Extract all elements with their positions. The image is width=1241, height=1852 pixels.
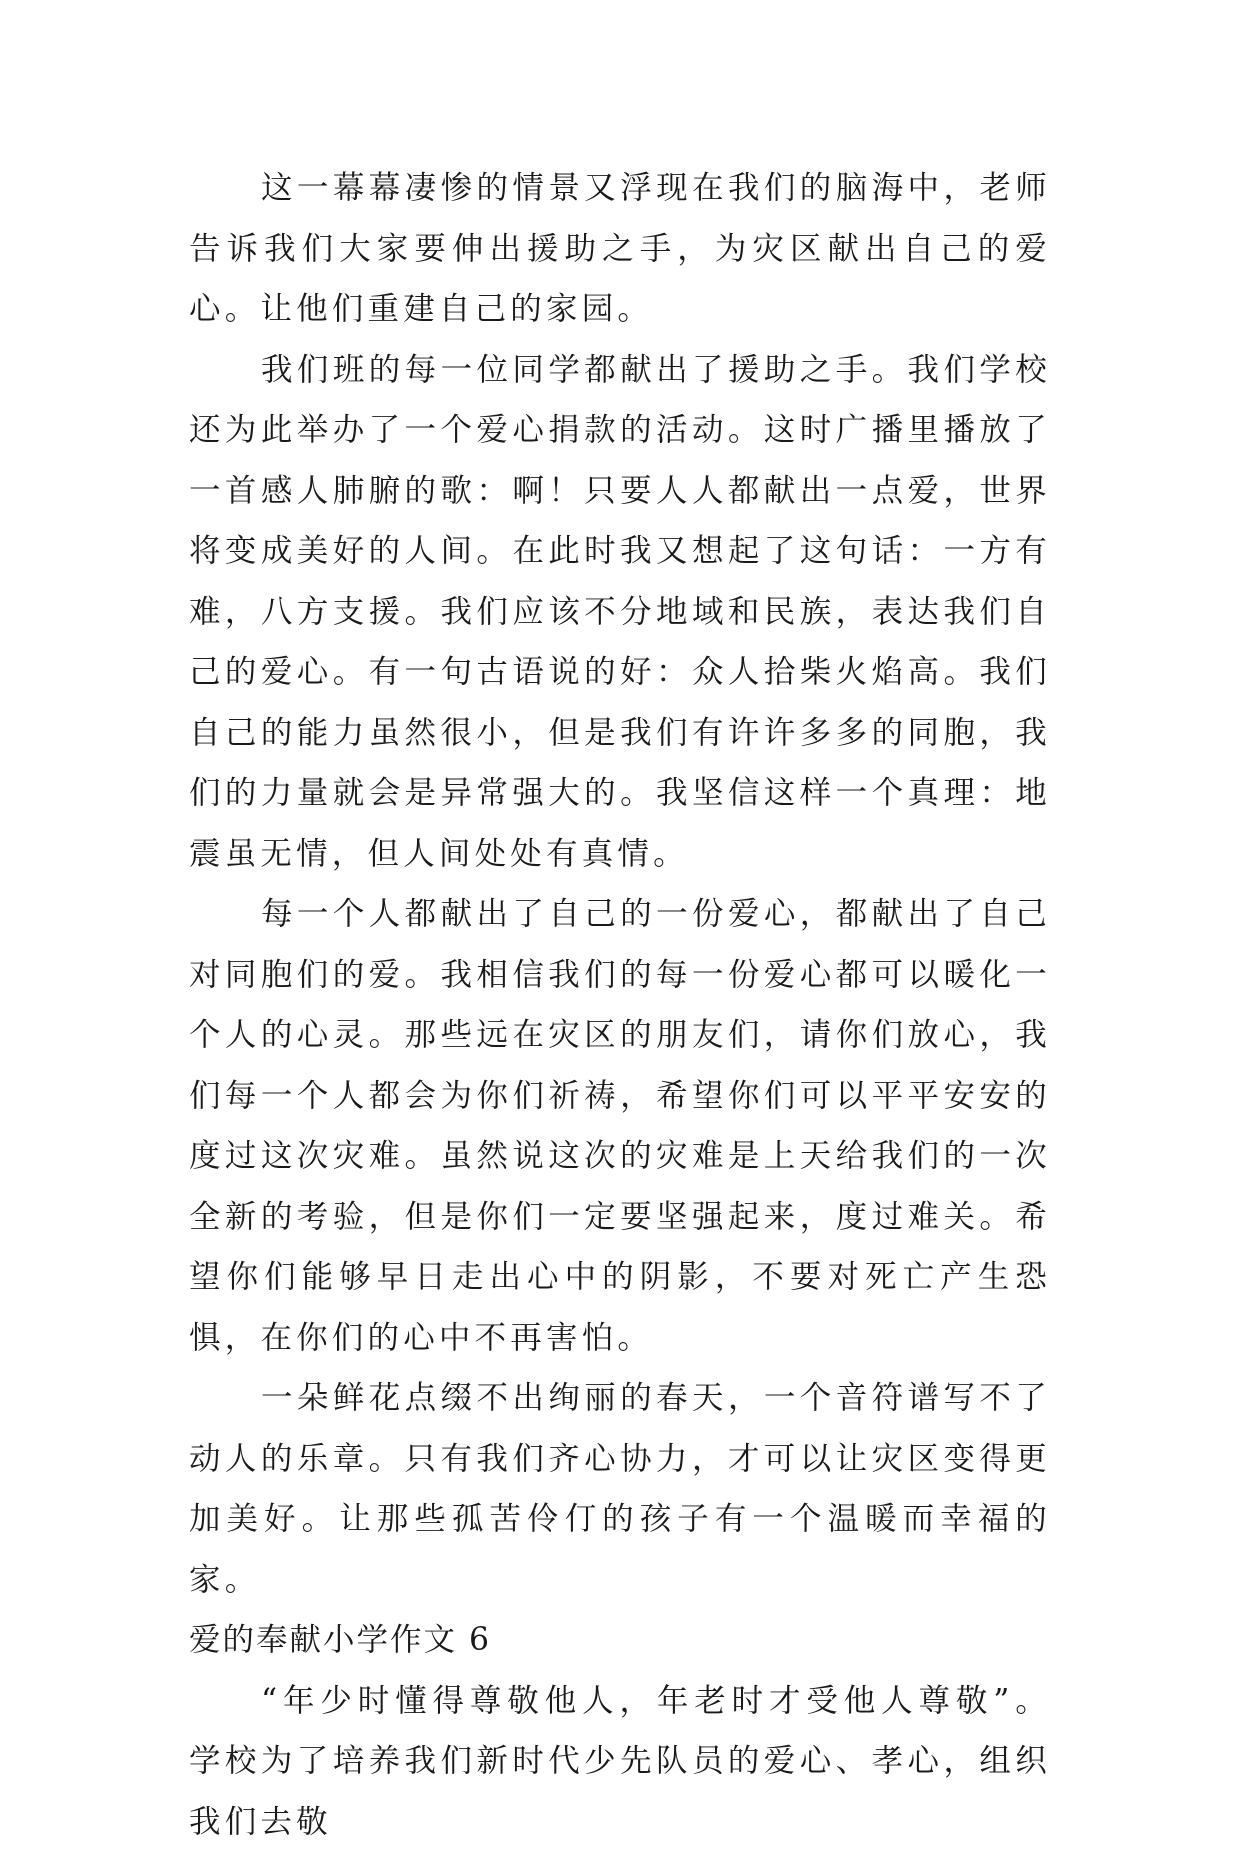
paragraph-3: 每一个人都献出了自己的一份爱心，都献出了自己对同胞们的爱。我相信我们的每一份爱心都可以暖化一个人的心灵。那些远在灾区的朋友们，请你们放心，我们每一个人都会为你们祈祷，希望你们可以平平安安的度过这次灾难。虽然说这次的灾难是上天给我们的一次全新的考验，但是你们一定要坚强起来，度过难关。希望你们能够早日走出心中的阴影，不要对死亡产生恐惧，在你们的心中不再害怕。	[189, 884, 1051, 1368]
document-body	[189, 158, 1051, 1852]
section-title: 爱的奉献小学作文 6	[189, 1610, 1051, 1671]
paragraph-4: 一朵鲜花点缀不出绚丽的春天，一个音符谱写不了动人的乐章。只有我们齐心协力，才可以让灾区变得更加美好。让那些孤苦伶仃的孩子有一个温暖而幸福的家。	[189, 1368, 1051, 1610]
paragraph-1: 这一幕幕凄惨的情景又浮现在我们的脑海中，老师告诉我们大家要伸出援助之手，为灾区献出自己的爱心。让他们重建自己的家园。	[189, 158, 1051, 340]
paragraph-5: “年少时懂得尊敬他人，年老时才受他人尊敬”。学校为了培养我们新时代少先队员的爱心、孝心，组织我们去敬	[189, 1671, 1051, 1852]
paragraph-2: 我们班的每一位同学都献出了援助之手。我们学校还为此举办了一个爱心捐款的活动。这时广播里播放了一首感人肺腑的歌：啊！只要人人都献出一点爱，世界将变成美好的人间。在此时我又想起了这句话：一方有难，八方支援。我们应该不分地域和民族，表达我们自己的爱心。有一句古语说的好：众人拾柴火焰高。我们自己的能力虽然很小，但是我们有许许多多的同胞，我们的力量就会是异常强大的。我坚信这样一个真理：地震虽无情，但人间处处有真情。	[189, 340, 1051, 885]
